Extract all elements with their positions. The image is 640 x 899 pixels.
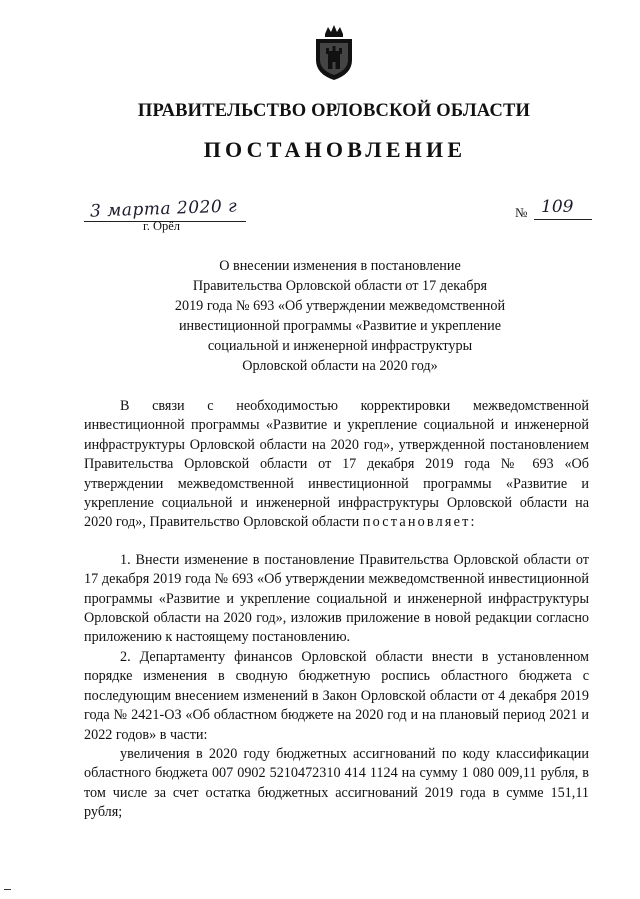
subject-line: Правительства Орловской области от 17 декабря [192, 278, 488, 294]
preamble-text: В связи с необходимостью корректировки межведомственной инвестиционной программы «Развитие и укрепление социальной и инженерной инфраструктуры Орловской области на 2020 год», утвержденной постановлением Правительства Орловской области от 17 декабря 2019 года № 693 «Об утверждении межведомственной инвестиционной программы «Развитие и укрепление социальной и инженерной инфраструктуры Орловской области на 2020 год», Правительство Орловской области [84, 398, 589, 531]
handwritten-date: 3 марта 2020 г [89, 196, 238, 222]
subject-line: социальной и инженерной инфраструктуры [207, 338, 473, 354]
government-title: ПРАВИТЕЛЬСТВО ОРЛОВСКОЙ ОБЛАСТИ [137, 101, 531, 121]
document-type-title: ПОСТАНОВЛЕНИЕ [203, 137, 467, 162]
number-underline [534, 219, 592, 220]
item-1-paragraph: 1. Внести изменение в постановление Правительства Орловской области от 17 декабря 2019 года № 693 «Об утверждении межведомственной инвестиционной программы «Развитие и укрепление социальной и инженерной инфраструктуры Орловской области на 2020 год», изложив приложение в новой редакции согласно приложению к настоящему постановлению. [84, 551, 589, 646]
subject-line: О внесении изменения в постановление [219, 258, 461, 274]
item-2-increase-paragraph: увеличения в 2020 году бюджетных ассигнований по коду классификации областного бюджета 007 0902 5210472310 414 1124 на сумму 1 080 009,11 рубля, в том числе за счет остатка бюджетных ассигнований 2019 года в сумме 151,11 рубля; [84, 745, 589, 821]
subject-line: Орловской области на 2020 год» [242, 358, 438, 374]
decree-word: постановляет: [362, 514, 477, 531]
city-label: г. Орёл [143, 219, 181, 233]
subject-line: 2019 года № 693 «Об утверждении межведомственной [174, 298, 506, 314]
document-body [84, 397, 589, 823]
coat-of-arms-icon [313, 24, 355, 82]
handwritten-number: 109 [541, 197, 574, 217]
number-label: № [515, 205, 528, 220]
item-2-paragraph: 2. Департаменту финансов Орловской области внести в установленном порядке изменения в сводную бюджетную роспись областного бюджета с последующим внесением изменений в Закон Орловской области от 4 декабря 2019 года № 2421-ОЗ «Об областном бюджете на 2020 год и на плановый период 2021 и 2022 годов» в части: [84, 648, 589, 743]
preamble-paragraph [84, 397, 589, 533]
subject-line: инвестиционной программы «Развитие и укрепление [178, 318, 502, 334]
document-subject [150, 256, 530, 376]
page-edge-mark [4, 889, 11, 890]
